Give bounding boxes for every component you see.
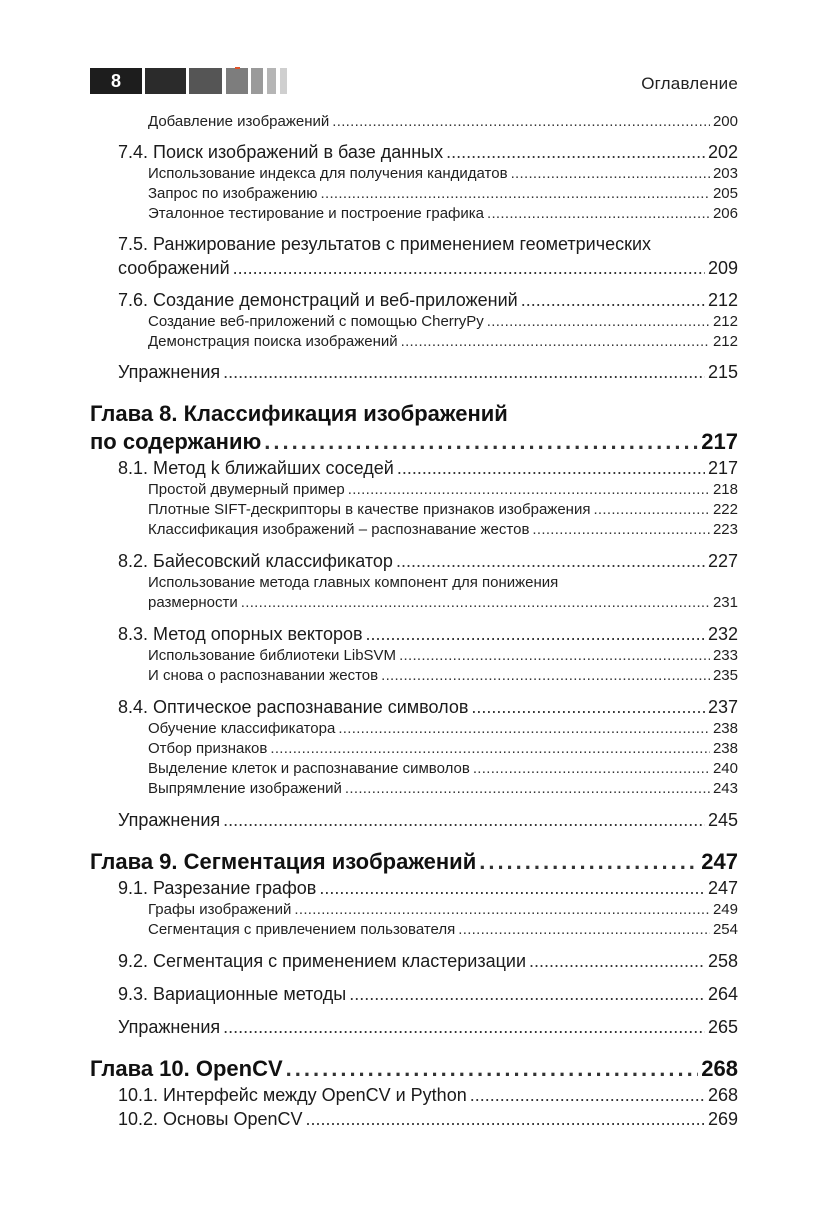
toc-entry-line1[interactable]: Использование метода главных компонент для понижения [148,574,559,591]
toc-entry[interactable]: 7.6. Создание демонстраций и веб-приложений ..... 212 [90,288,738,312]
toc-entry[interactable]: 9.3. Вариационные методы ..... 264 [90,982,738,1006]
toc-entry[interactable]: Сегментация с привлечением пользователя ..... 254 [90,920,738,940]
toc-entry[interactable]: размерности ..... 231 [90,593,738,613]
header-block [251,68,263,94]
toc-entry[interactable]: 9.1. Разрезание графов ..... 247 [90,876,738,900]
toc-entry[interactable]: Демонстрация поиска изображений ..... 212 [90,332,738,352]
header-block [267,68,276,94]
toc-entry[interactable]: 10.1. Интерфейс между OpenCV и Python ..... 268 [90,1083,738,1107]
toc-entry-line1[interactable]: 7.5. Ранжирование результатов с применением геометрических [118,234,652,254]
toc-entry[interactable]: И снова о распознавании жестов ..... 235 [90,666,738,686]
toc-entry[interactable]: Упражнения ..... 245 [90,808,738,832]
toc-entry[interactable]: 8.1. Метод k ближайших соседей ..... 217 [90,456,738,480]
table-of-contents [90,112,738,1131]
toc-entry[interactable]: Плотные SIFT-дескрипторы в качестве признаков изображения ..... 222 [90,500,738,520]
header-block [280,68,287,94]
toc-entry[interactable]: 8.2. Байесовский классификатор ..... 227 [90,549,738,573]
toc-entry[interactable]: Эталонное тестирование и построение графика ..... 206 [90,204,738,224]
header-block [226,68,248,94]
toc-entry[interactable]: Использование библиотеки LibSVM ..... 233 [90,646,738,666]
toc-entry[interactable]: 8.4. Оптическое распознавание символов ..... 237 [90,695,738,719]
toc-entry[interactable]: 8.3. Метод опорных векторов ..... 232 [90,622,738,646]
toc-entry[interactable]: Выпрямление изображений ..... 243 [90,779,738,799]
toc-entry[interactable]: Классификация изображений – распознавание жестов ..... 223 [90,520,738,540]
accent-mark [235,67,240,69]
header-block [189,68,222,94]
toc-entry[interactable]: Отбор признаков ..... 238 [90,739,738,759]
toc-entry[interactable]: Выделение клеток и распознавание символов ..... 240 [90,759,738,779]
toc-entry[interactable]: 10.2. Основы OpenCV ..... 269 [90,1107,738,1131]
toc-entry[interactable]: 9.2. Сегментация с применением кластеризации ..... 258 [90,949,738,973]
chapter-title-line1[interactable]: Глава 8. Классификация изображений [90,401,508,426]
toc-entry[interactable]: Графы изображений ..... 249 [90,900,738,920]
toc-entry[interactable]: соображений ..... 209 [90,256,738,280]
chapter-entry[interactable]: Глава 9. Сегментация изображений ..... 247 [90,848,738,876]
header-block [145,68,186,94]
running-title: Оглавление [641,74,738,93]
chapter-entry[interactable]: Глава 10. OpenCV ..... 268 [90,1055,738,1083]
toc-entry[interactable]: Упражнения ..... 265 [90,1015,738,1039]
toc-entry[interactable]: Запрос по изображению ..... 205 [90,184,738,204]
toc-entry[interactable]: Создание веб-приложений с помощью CherryPy ..... 212 [90,312,738,332]
header-bar [90,68,310,94]
toc-entry[interactable]: 7.4. Поиск изображений в базе данных ..... 202 [90,140,738,164]
chapter-entry[interactable]: по содержанию ..... 217 [90,428,738,456]
toc-entry[interactable]: Обучение классификатора ..... 238 [90,719,738,739]
toc-entry[interactable]: Использование индекса для получения кандидатов ..... 203 [90,164,738,184]
page-number: 8 [90,68,142,94]
toc-entry[interactable]: Упражнения ..... 215 [90,360,738,384]
toc-entry[interactable]: Добавление изображений ..... 200 [90,112,738,132]
toc-entry[interactable]: Простой двумерный пример ..... 218 [90,480,738,500]
